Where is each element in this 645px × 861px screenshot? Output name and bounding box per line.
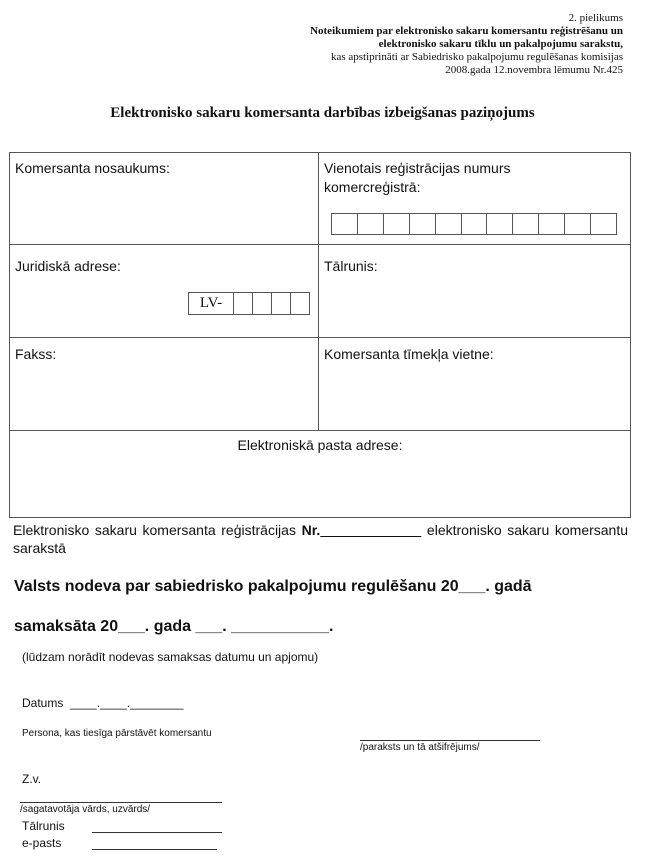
preparer-caption: /sagatavotāja vārds, uzvārds/: [20, 804, 151, 815]
reg-number-cell[interactable]: [487, 214, 513, 234]
signature-caption: /paraksts un tā atšifrējums/: [360, 742, 480, 753]
reg-number-cell[interactable]: [591, 214, 616, 234]
fee-line-2: samaksāta 20___. gada ___. ___________.: [14, 618, 334, 635]
column-divider: [318, 153, 319, 430]
website-label: Komersanta tīmekļa vietne:: [324, 346, 494, 362]
postal-digit-cell[interactable]: [272, 293, 291, 314]
reg-number-cell[interactable]: [384, 214, 410, 234]
row-divider: [10, 244, 630, 245]
reg-number-cell[interactable]: [436, 214, 462, 234]
page-title: Elektronisko sakaru komersanta darbības izbeigšanas paziņojums: [110, 105, 535, 121]
preparer-phone-line[interactable]: [92, 832, 222, 833]
reg-number-cell[interactable]: [410, 214, 436, 234]
preparer-email-label: e-pasts: [22, 836, 62, 850]
registration-nr-blank[interactable]: [320, 522, 421, 538]
postal-digit-cell[interactable]: [291, 293, 309, 314]
row-divider: [10, 430, 630, 431]
notice-form-table: [9, 152, 631, 518]
registration-sentence: [13, 521, 628, 540]
fee-line-1: [14, 578, 532, 596]
header-decision-line: 2008.gada 12.novembra lēmumu Nr.425: [445, 64, 623, 76]
fee-paid-month-blank[interactable]: ___: [195, 618, 223, 635]
registration-text-b: elektronisko sakaru komersantu: [426, 522, 629, 538]
header-approval-line: kas apstiprināti ar Sabiedrisko pakalpojumu regulēšanas komisijas: [330, 51, 623, 63]
postal-prefix: LV-: [189, 293, 234, 314]
fee-paid-year-blank[interactable]: ___: [118, 618, 145, 635]
fee-note: (lūdzam norādīt nodevas samaksas datumu un apjomu): [22, 650, 319, 664]
postal-digit-cell[interactable]: [253, 293, 272, 314]
header-regulation-line1: Noteikumiem par elektronisko sakaru komersantu reģistrēšanu un: [310, 25, 623, 37]
header-regulation-line2: elektronisko sakaru tīklu un pakalpojumu sarakstu,: [378, 38, 623, 50]
reg-number-cell[interactable]: [332, 214, 358, 234]
fee-line-2-suffix: . gada: [144, 618, 192, 635]
preparer-line[interactable]: [20, 802, 222, 803]
fee-paid-amount-blank[interactable]: ___________: [231, 618, 329, 635]
signature-line[interactable]: [360, 740, 540, 741]
fee-line-1-suffix: . gadā: [485, 578, 532, 595]
preparer-phone-label: Tālrunis: [22, 819, 65, 833]
date-label: Datums: [22, 696, 64, 710]
postal-digit-cell[interactable]: [234, 293, 253, 314]
reg-number-label-line2: komercreģistrā:: [324, 179, 421, 195]
date-blanks[interactable]: ____.____.________: [70, 696, 184, 710]
seal-label: Z.v.: [22, 772, 42, 786]
fee-line-2-text: samaksāta 20: [14, 618, 119, 635]
fee-year-blank[interactable]: ___: [458, 578, 486, 595]
reg-number-cell[interactable]: [565, 214, 591, 234]
postal-code-field[interactable]: [188, 292, 310, 315]
reg-number-boxes[interactable]: [331, 213, 617, 235]
legal-address-label: Juridiskā adrese:: [15, 258, 121, 274]
email-label: Elektroniskā pasta adrese:: [237, 437, 403, 453]
registration-text-a: Elektronisko sakaru komersanta reģistrācijas: [13, 522, 296, 538]
reg-number-label-line1: Vienotais reģistrācijas numurs: [324, 160, 511, 176]
fax-label: Fakss:: [15, 346, 57, 362]
row-divider: [10, 337, 630, 338]
reg-number-cell[interactable]: [462, 214, 488, 234]
reg-number-cell[interactable]: [358, 214, 384, 234]
registration-text-c: sarakstā: [13, 540, 66, 556]
phone-label: Tālrunis:: [324, 258, 378, 274]
registration-nr-label: Nr.: [301, 522, 321, 538]
preparer-email-line[interactable]: [92, 849, 217, 850]
appendix-number: 2. pielikums: [568, 12, 623, 24]
fee-line-1-text: Valsts nodeva par sabiedrisko pakalpojumu regulēšanu 20: [14, 578, 459, 595]
reg-number-cell[interactable]: [513, 214, 539, 234]
company-name-label: Komersanta nosaukums:: [15, 160, 170, 176]
reg-number-cell[interactable]: [539, 214, 565, 234]
person-label: Persona, kas tiesīga pārstāvēt komersantu: [22, 728, 212, 739]
